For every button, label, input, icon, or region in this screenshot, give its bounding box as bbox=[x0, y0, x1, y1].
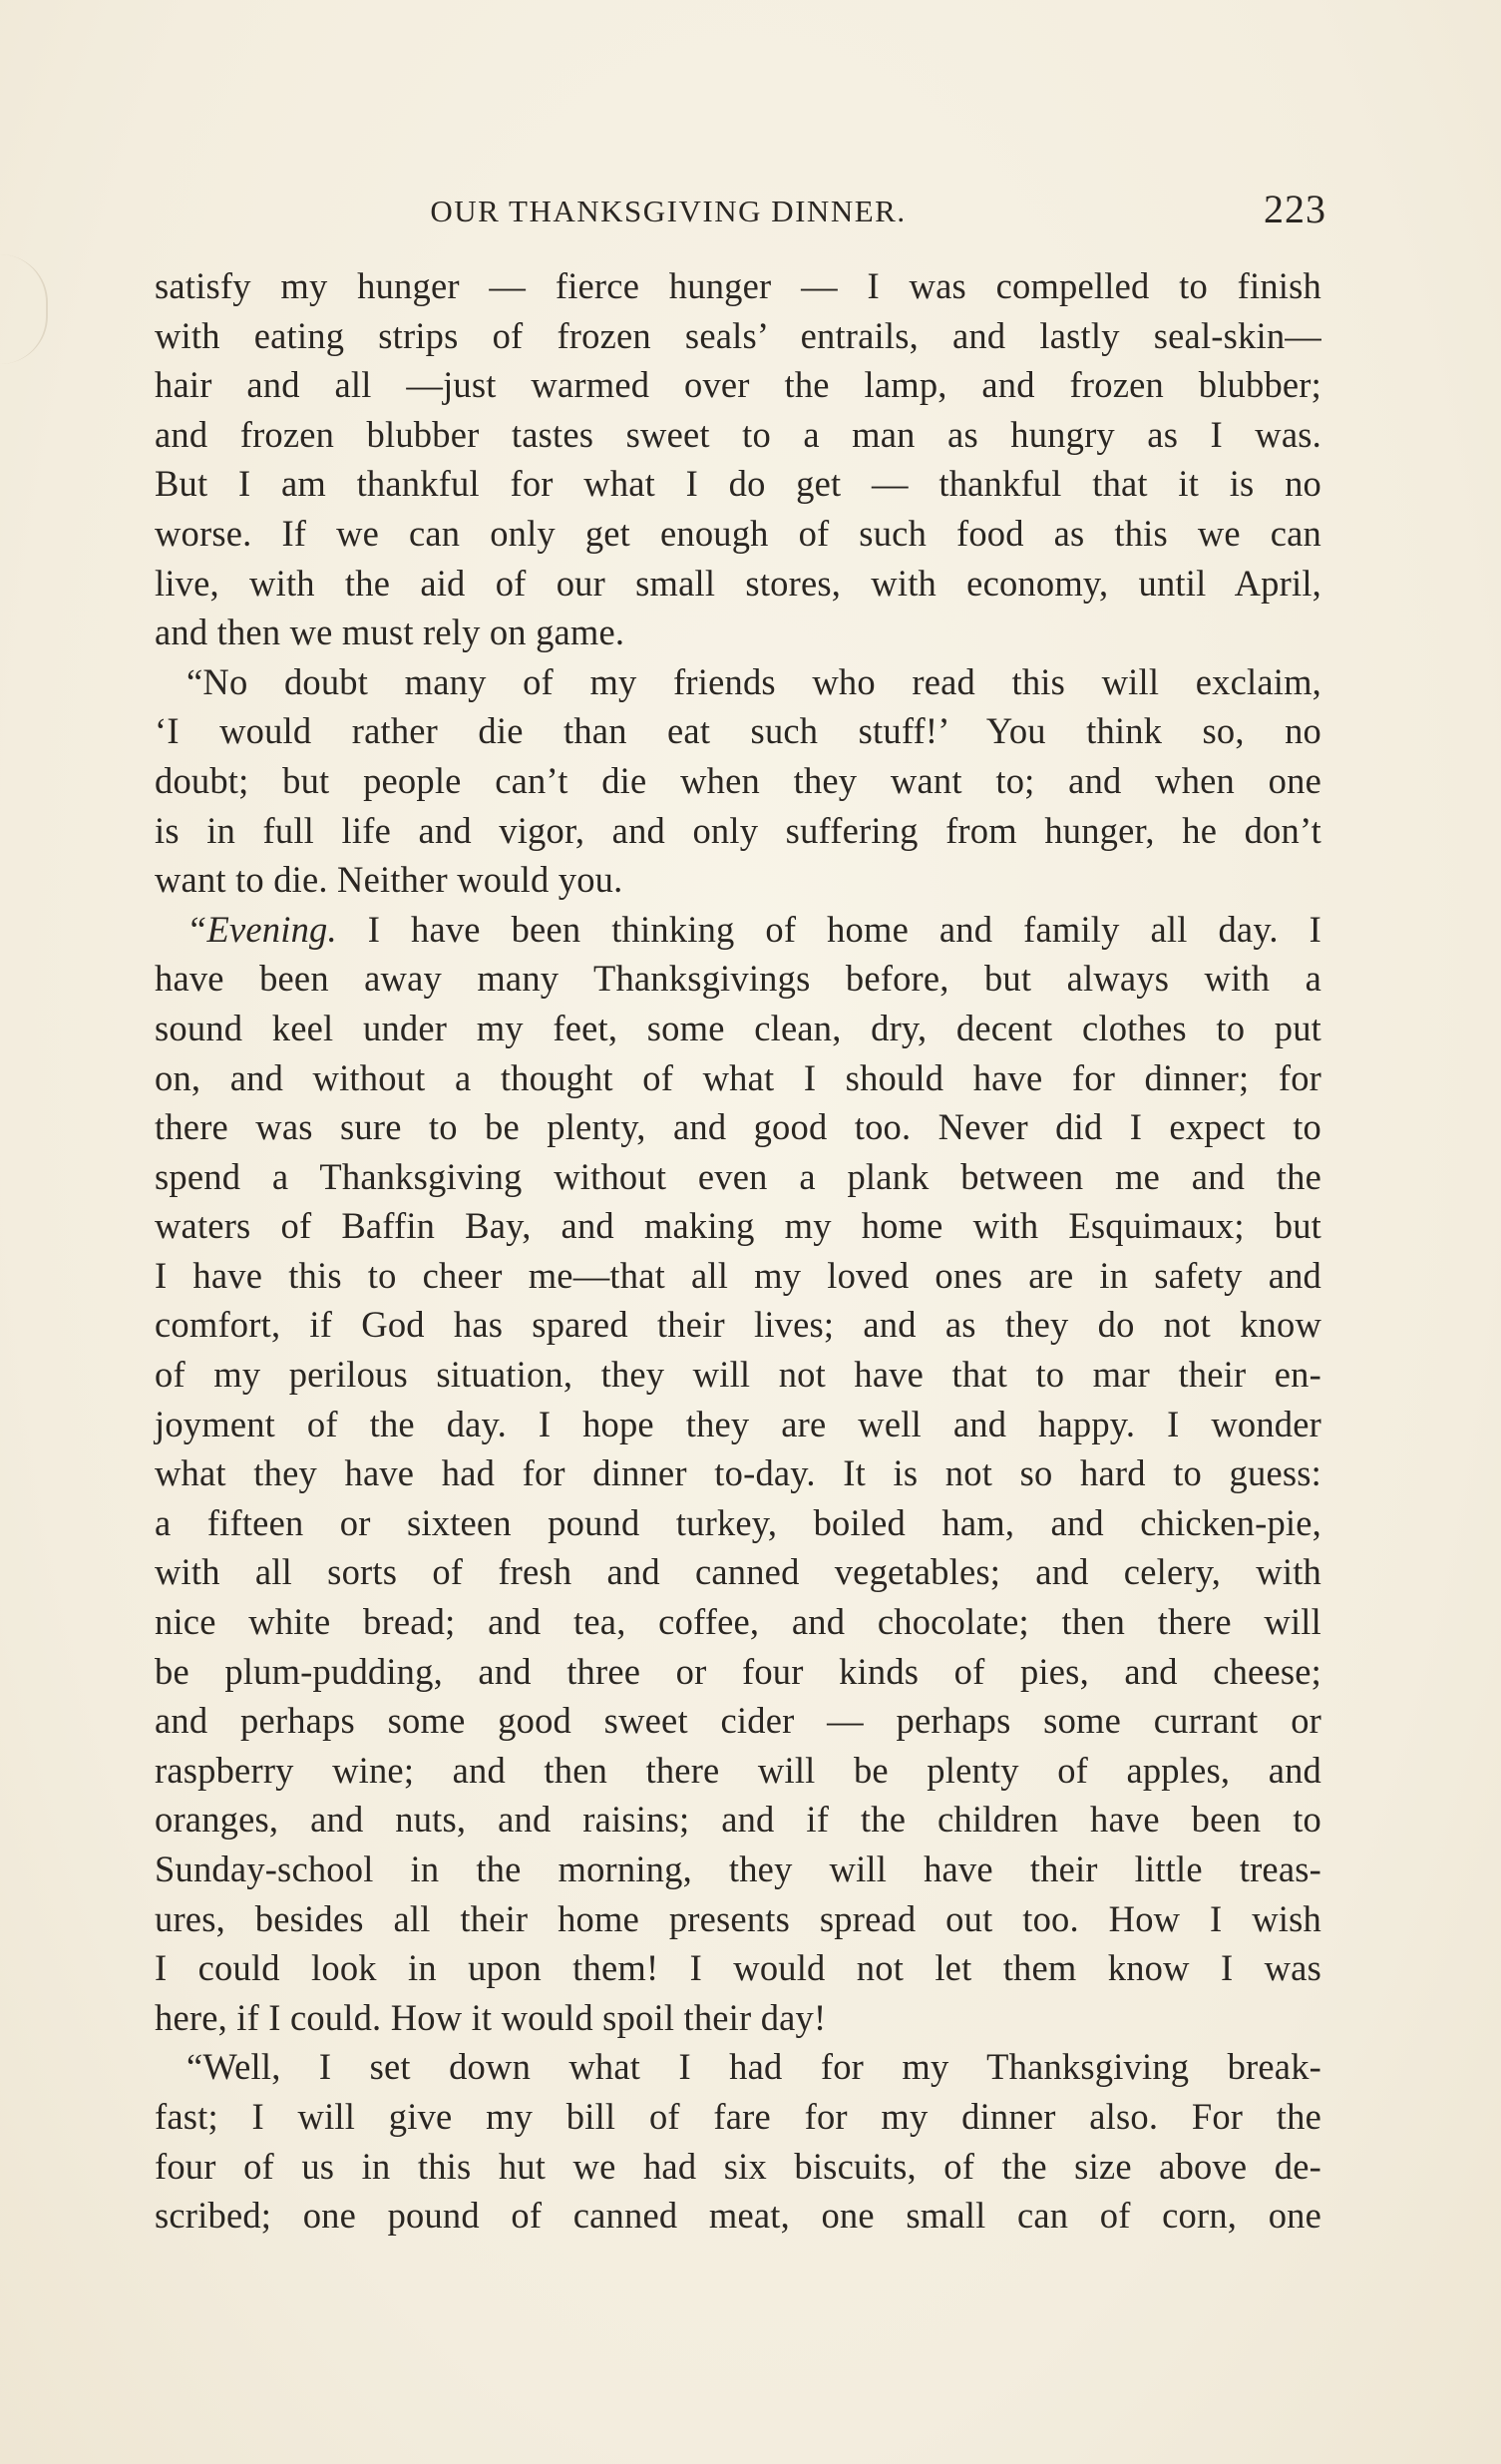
evening-label: “Evening. bbox=[187, 908, 337, 950]
text-line: live, with the aid of our small stores, with economy, until April, bbox=[155, 562, 1321, 604]
text-line: and frozen blubber tastes sweet to a man as hungry as I was. bbox=[155, 413, 1321, 455]
text-line: have been away many Thanksgivings before, but always with a bbox=[155, 958, 1321, 1000]
text-line: nice white bread; and tea, coffee, and chocolate; then there will bbox=[155, 1601, 1321, 1643]
text-line: with eating strips of frozen seals’ entrails, and lastly seal-skin— bbox=[155, 314, 1321, 356]
text-line: with all sorts of fresh and canned vegetables; and celery, with bbox=[155, 1551, 1321, 1593]
text-line: satisfy my hunger — fierce hunger — I was compelled to finish bbox=[155, 265, 1321, 306]
text-line: raspberry wine; and then there will be plenty of apples, and bbox=[155, 1749, 1321, 1791]
text-line-rest: I have been thinking of home and family all day. I bbox=[367, 908, 1322, 950]
text-line: I have this to cheer me—that all my loved ones are in safety and bbox=[155, 1254, 1321, 1296]
page-number: 223 bbox=[1264, 187, 1326, 231]
text-line: oranges, and nuts, and raisins; and if the children have been to bbox=[155, 1799, 1321, 1841]
text-line-evening bbox=[155, 905, 1321, 955]
text-line: comfort, if God has spared their lives; and as they do not know bbox=[155, 1304, 1321, 1346]
text-line: is in full life and vigor, and only suffering from hunger, he don’t bbox=[155, 809, 1321, 851]
text-line: ures, besides all their home presents spread out too. How I wish bbox=[155, 1897, 1321, 1939]
text-line: and then we must rely on game. bbox=[155, 612, 625, 653]
text-line: be plum-pudding, and three or four kinds of pies, and cheese; bbox=[155, 1650, 1321, 1692]
text-line: spend a Thanksgiving without even a plank between me and the bbox=[155, 1155, 1321, 1197]
text-line: want to die. Neither would you. bbox=[155, 859, 623, 901]
text-line: on, and without a thought of what I should have for dinner; for bbox=[155, 1056, 1321, 1098]
text-line: waters of Baffin Bay, and making my home with Esquimaux; but bbox=[155, 1205, 1321, 1247]
text-line: ‘I would rather die than eat such stuff!’ You think so, no bbox=[155, 710, 1321, 752]
body-text bbox=[155, 261, 1321, 2241]
text-line: But I am thankful for what I do get — thankful that it is no bbox=[155, 463, 1321, 505]
text-line: sound keel under my feet, some clean, dry, decent clothes to put bbox=[155, 1007, 1321, 1048]
text-line: here, if I could. How it would spoil their day! bbox=[155, 1996, 827, 2038]
page-header bbox=[155, 186, 1326, 239]
text-line: doubt; but people can’t die when they want to; and when one bbox=[155, 759, 1321, 801]
text-line: I could look in upon them! I would not let them know I was bbox=[155, 1947, 1321, 1989]
text-line: four of us in this hut we had six biscuits, of the size above de- bbox=[155, 2145, 1321, 2187]
page-edge-shadow bbox=[0, 254, 48, 364]
text-line: and perhaps some good sweet cider — perhaps some currant or bbox=[155, 1700, 1321, 1742]
text-line: scribed; one pound of canned meat, one small can of corn, one bbox=[155, 2195, 1321, 2237]
text-line: of my perilous situation, they will not have that to mar their en- bbox=[155, 1354, 1321, 1396]
running-head: OUR THANKSGIVING DINNER. bbox=[430, 194, 907, 228]
text-line: there was sure to be plenty, and good too. Never did I expect to bbox=[155, 1106, 1321, 1148]
text-line: hair and all —just warmed over the lamp, and frozen blubber; bbox=[155, 364, 1321, 406]
text-line: a fifteen or sixteen pound turkey, boiled ham, and chicken-pie, bbox=[155, 1501, 1321, 1543]
text-line: worse. If we can only get enough of such food as this we can bbox=[155, 512, 1321, 554]
text-line: what they have had for dinner to-day. It is not so hard to guess: bbox=[155, 1452, 1321, 1494]
text-line: fast; I will give my bill of fare for my dinner also. For the bbox=[155, 2095, 1321, 2137]
text-line: “No doubt many of my friends who read this will exclaim, bbox=[187, 660, 1321, 702]
text-line: Sunday-school in the morning, they will have their little treas- bbox=[155, 1848, 1321, 1889]
text-line: joyment of the day. I hope they are well and happy. I wonder bbox=[155, 1403, 1321, 1444]
text-line: “Well, I set down what I had for my Thanksgiving break- bbox=[187, 2046, 1321, 2088]
